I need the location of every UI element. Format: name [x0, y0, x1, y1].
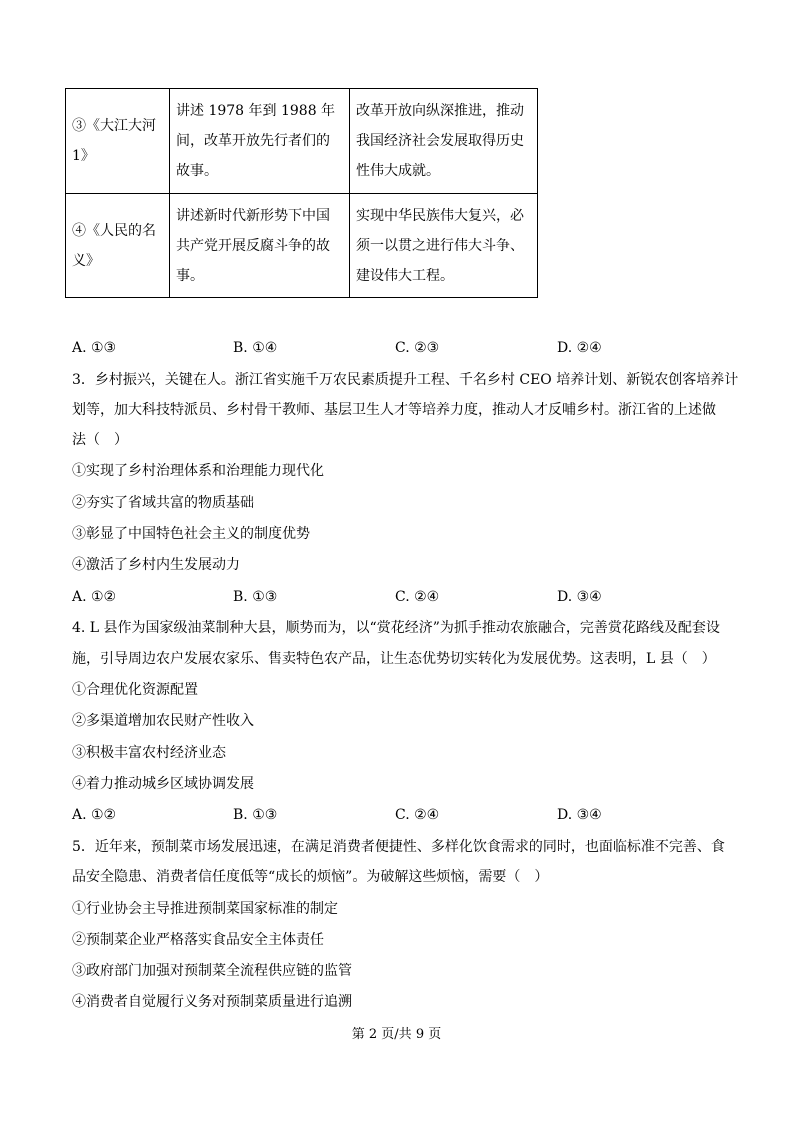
option-c[interactable]: C. ②④: [395, 589, 440, 605]
q5-item-3: ③政府部门加强对预制菜全流程供应链的监管: [72, 963, 352, 979]
page-footer: 第 2 页/共 9 页: [351, 1027, 442, 1042]
q4-item-2: ②多渠道增加农民财产性收入: [72, 713, 254, 729]
option-b[interactable]: B. ①③: [233, 807, 278, 823]
q3-stem-line: 划等，加大科技特派员、乡村骨干教师、基层卫生人才等培养力度，推动人才反哺乡村。浙江省的上述做: [72, 402, 716, 418]
option-b[interactable]: B. ①③: [233, 589, 278, 605]
option-a[interactable]: A. ①③: [72, 340, 117, 356]
table-cell-content: 讲述新时代新形势下中国共产党开展反腐斗争的故事。: [170, 194, 350, 298]
table-cell-title: ③《大江大河 1》: [66, 89, 170, 194]
q4-item-4: ④着力推动城乡区域协调发展: [72, 776, 254, 792]
answer-table: [65, 88, 538, 298]
q3-options: [72, 587, 712, 607]
q5-stem-line: 5．近年来，预制菜市场发展迅速，在满足消费者便捷性、多样化饮食需求的同时，也面临标准不完善、食: [72, 839, 725, 855]
q3-item-3: ③彰显了中国特色社会主义的制度优势: [72, 526, 310, 542]
q5-item-1: ①行业协会主导推进预制菜国家标准的制定: [72, 901, 338, 917]
q5-item-4: ④消费者自觉履行义务对预制菜质量进行追溯: [72, 994, 352, 1010]
q3-stem-line: 3．乡村振兴，关键在人。浙江省实施千万农民素质提升工程、千名乡村 CEO 培养计划、新锐农创客培养计: [72, 372, 739, 388]
option-b[interactable]: B. ①④: [233, 340, 278, 356]
option-d[interactable]: D. ③④: [557, 807, 602, 823]
q4-item-1: ①合理优化资源配置: [72, 682, 198, 698]
q4-stem-line: 4. L 县作为国家级油菜制种大县，顺势而为，以“赏花经济”为抓手推动农旅融合，完善赏花路线及配套设: [72, 620, 720, 636]
table-cell-meaning: 实现中华民族伟大复兴，必须一以贯之进行伟大斗争、建设伟大工程。: [350, 194, 538, 298]
q3-item-2: ②夯实了省域共富的物质基础: [72, 495, 254, 511]
option-a[interactable]: A. ①②: [72, 807, 117, 823]
option-c[interactable]: C. ②④: [395, 807, 440, 823]
q5-item-2: ②预制菜企业严格落实食品安全主体责任: [72, 932, 324, 948]
q2-options: [72, 338, 712, 358]
option-d[interactable]: D. ③④: [557, 589, 602, 605]
table-cell-title: ④《人民的名义》: [66, 194, 170, 298]
q3-item-1: ①实现了乡村治理体系和治理能力现代化: [72, 463, 324, 479]
q3-item-4: ④激活了乡村内生发展动力: [72, 557, 240, 573]
option-c[interactable]: C. ②③: [395, 340, 440, 356]
table-cell-meaning: 改革开放向纵深推进，推动我国经济社会发展取得历史性伟大成就。: [350, 89, 538, 194]
q4-stem-line: 施，引导周边农户发展农家乐、售卖特色农产品，让生态优势切实转化为发展优势。这表明，L 县（ ）: [72, 651, 716, 667]
q5-stem-line: 品安全隐患、消费者信任度低等“成长的烦恼”。为破解这些烦恼，需要（ ）: [72, 869, 549, 885]
option-a[interactable]: A. ①②: [72, 589, 117, 605]
table-row: [66, 89, 538, 194]
q3-stem-line: 法（ ）: [72, 432, 128, 448]
table-cell-content: 讲述 1978 年到 1988 年间，改革开放先行者们的故事。: [170, 89, 350, 194]
q4-item-3: ③积极丰富农村经济业态: [72, 745, 226, 761]
table-row: [66, 194, 538, 298]
q4-options: [72, 805, 712, 825]
option-d[interactable]: D. ②④: [557, 340, 602, 356]
